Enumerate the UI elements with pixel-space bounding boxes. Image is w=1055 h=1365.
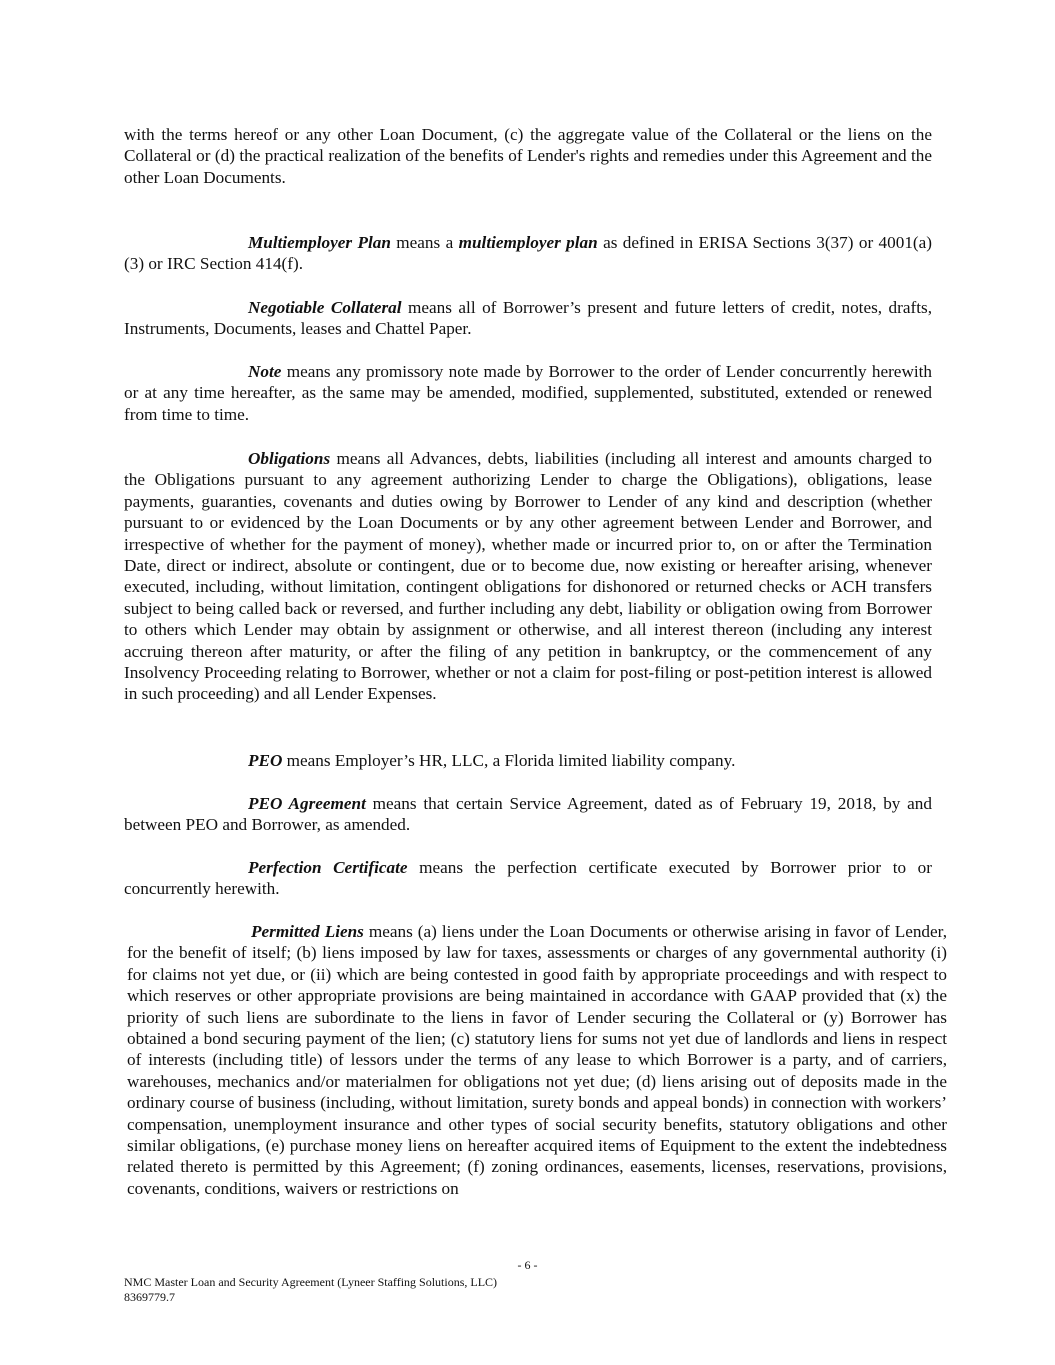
- defined-term: multiemployer plan: [458, 233, 598, 252]
- definition-multiemployer-plan: Multiemployer Plan means a multiemployer plan as defined in ERISA Sections 3(37) or 4001(a)(3) or IRC Section 414(f).: [124, 233, 933, 274]
- footer-document-title: NMC Master Loan and Security Agreement (Lyneer Staffing Solutions, LLC): [124, 1275, 498, 1289]
- definition-peo-agreement: PEO Agreement means that certain Service Agreement, dated as of February 19, 2018, by and between PEO and Borrower, as amended.: [124, 794, 932, 835]
- defined-term: Negotiable Collateral: [248, 298, 402, 317]
- definition-note: Note means any promissory note made by Borrower to the order of Lender concurrently herewith or at any time hereafter, as the same may be amended, modified, supplemented, substituted, extended or renewed from time to time.: [124, 362, 932, 424]
- page-number: - 6 -: [517, 1258, 538, 1272]
- defined-term: Multiemployer Plan: [248, 233, 391, 252]
- definition-negotiable-collateral: Negotiable Collateral means all of Borrower’s present and future letters of credit, notes, drafts, Instruments, Documents, leases and Chattel Paper.: [124, 298, 932, 339]
- defined-term: PEO Agreement: [248, 794, 366, 813]
- defined-term: PEO: [248, 751, 283, 770]
- defined-term: Permitted Liens: [251, 922, 364, 941]
- definition-obligations: Obligations means all Advances, debts, liabilities (including all interest and amounts charged to the Obligations pursuant to any agreement authorizing Lender to charge the Obligations), obligations, lease payments, guaranties, covenants and duties owing by Borrower to Lender of any kind and description (whether pursuant to or evidenced by the Loan Documents or by any other agreement between Lender and Borrower, and irrespective of whether for the payment of money), whether made or incurred prior to, on or after the Termination Date, direct or indirect, absolute or contingent, due or to become due, now existing or hereafter arising, whenever executed, including, without limitation, contingent obligations for dishonored or returned checks or ACH transfers subject to being called back or reversed, and further including any debt, liability or obligation owing from Borrower to others which Lender may obtain by assignment or otherwise, and all interest thereon (including any interest accruing thereon after maturity, or after the filing of any petition in bankruptcy, or the commencement of any Insolvency Proceeding relating to Borrower, whether or not a claim for post-filing or post-petition interest is allowed in such proceeding) and all Lender Expenses.: [124, 449, 932, 704]
- defined-term: Note: [248, 362, 282, 381]
- definition-perfection-certificate: Perfection Certificate means the perfection certificate executed by Borrower prior to or concurrently herewith.: [124, 858, 932, 899]
- defined-term: Perfection Certificate: [248, 858, 408, 877]
- definition-peo: PEO means Employer’s HR, LLC, a Florida limited liability company.: [248, 751, 736, 770]
- definition-permitted-liens: Permitted Liens means (a) liens under the Loan Documents or otherwise arising in favor of Lender, for the benefit of itself; (b) liens imposed by law for taxes, assessments or charges of any governmental authority (i) for claims not yet due, or (ii) which are being contested in good faith by appropriate proceedings and with respect to which reserves or other appropriate provisions are being maintained in accordance with GAAP provided that (x) the priority of such liens are subordinate to the liens in favor of Lender securing the Collateral or (y) Borrower has obtained a bond securing payment of the lien; (c) statutory liens for sums not yet due of landlords and liens in respect of interests (including title) of lessors under the terms of any lease to which Borrower is a party, and of carriers, warehouses, mechanics and/or materialmen for obligations not yet due; (d) liens arising out of deposits made in the ordinary course of business (including, without limitation, surety bonds and appeal bonds) in connection with workers’ compensation, unemployment insurance and other types of social security benefits, statutory obligations and other similar obligations, (e) purchase money liens on hereafter acquired items of Equipment to the extent the indebtedness related thereto is permitted by this Agreement; (f) zoning ordinances, easements, licenses, reservations, provisions, covenants, conditions, waivers or restrictions on: [127, 922, 947, 1198]
- defined-term: Obligations: [248, 449, 331, 468]
- paragraph-intro: with the terms hereof or any other Loan Document, (c) the aggregate value of the Collateral or the liens on the Collateral or (d) the practical realization of the benefits of Lender's rights and remedies under this Agreement and the other Loan Documents.: [124, 125, 932, 187]
- footer-document-id: 8369779.7: [124, 1290, 175, 1304]
